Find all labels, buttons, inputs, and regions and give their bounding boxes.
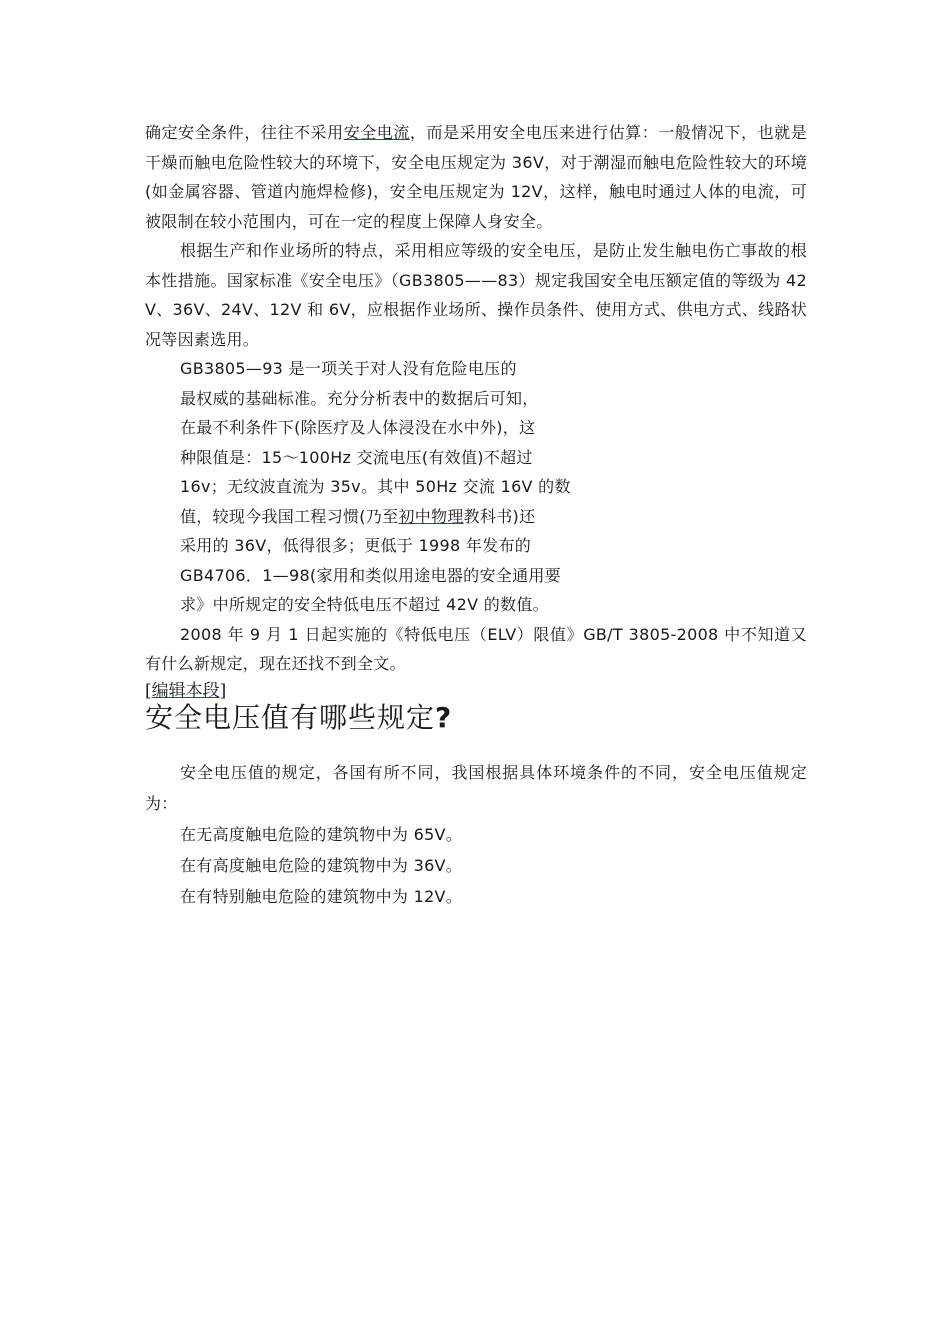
paragraph-text-before-link: 确定安全条件，往往不采用 bbox=[145, 123, 344, 142]
narrow-line-with-link bbox=[180, 502, 807, 532]
narrow-line: 采用的 36V，低得很多；更低于 1998 年发布的 bbox=[180, 536, 532, 555]
narrow-line: 最权威的基础标准。充分分析表中的数据后可知， bbox=[180, 388, 539, 408]
paragraph-safety-conditions bbox=[145, 118, 807, 236]
narrow-line: 16v；无纹波直流为 35v。其中 50Hz 交流 16V 的数 bbox=[180, 477, 571, 496]
edit-section-button[interactable]: 编辑本段 bbox=[151, 680, 220, 701]
section-heading-mark: ? bbox=[435, 700, 453, 734]
narrow-line: GB3805—93 是一项关于对人没有危险电压的 bbox=[180, 359, 517, 378]
narrow-line: 求》中所规定的安全特低电压不超过 42V 的数值。 bbox=[180, 595, 549, 614]
link-junior-physics[interactable]: 初中物理 bbox=[398, 506, 464, 526]
section-heading bbox=[145, 701, 807, 735]
narrow-line: 在最不利条件下(除医疗及人体浸没在水中外)，这 bbox=[180, 418, 536, 437]
list-item: 在有高度触电危险的建筑物中为 36V。 bbox=[180, 855, 463, 875]
narrow-line: 种限值是：15～100Hz 交流电压(有效值)不超过 bbox=[180, 447, 533, 467]
edit-bracket-open: [ bbox=[145, 680, 152, 701]
section-heading-text: 安全电压值有哪些规定 bbox=[145, 700, 436, 734]
paragraph-voltage-levels: 根据生产和作业场所的特点，采用相应等级的安全电压，是防止发生触电伤亡事故的根本性措施。国家标准《安全电压》（GB3805——83）规定我国安全电压额定值的等级为 42V、36V、24V、12V 和 6V，应根据作业场所、操作员条件、使用方式、供电方式、线路状况等因素选用。 bbox=[145, 241, 807, 349]
paragraph-text-after-link: ，而是采用安全电压来进行估算：一般情况下，也就是干燥而触电危险性较大的环境下，安全电压规定为 36V，对于潮湿而触电危险性较大的环境(如金属容器、管道内施焊检修)，安全电压规定为 12V，这样，触电时通过人体的电流，可被限制在较小范围内，可在一定的程度上保障人身安全。 bbox=[145, 123, 808, 231]
paragraph-rules-intro: 安全电压值的规定，各国有所不同，我国根据具体环境条件的不同，安全电压值规定为： bbox=[145, 762, 807, 813]
section-safety-voltage-rules bbox=[145, 757, 807, 912]
paragraph-2008-standard: 2008 年 9 月 1 日起实施的《特低电压（ELV）限值》GB/T 3805-2008 中不知道又有什么新规定，现在还找不到全文。 bbox=[145, 624, 807, 673]
list-item: 在有特别触电危险的建筑物中为 12V。 bbox=[180, 886, 463, 906]
edit-bracket-close: ] bbox=[219, 680, 227, 701]
edit-section-link-row bbox=[145, 681, 807, 701]
narrow-line: GB4706．1—98(家用和类似用途电器的安全通用要 bbox=[180, 565, 561, 585]
narrow-line-text: 教科书)还 bbox=[463, 506, 536, 526]
document-page bbox=[145, 118, 807, 912]
narrow-paragraph-gb3805 bbox=[145, 354, 807, 620]
narrow-line-text: 值，较现今我国工程习惯(乃至 bbox=[180, 506, 399, 526]
list-item: 在无高度触电危险的建筑物中为 65V。 bbox=[180, 824, 463, 844]
link-safety-current[interactable]: 安全电流 bbox=[343, 123, 410, 142]
